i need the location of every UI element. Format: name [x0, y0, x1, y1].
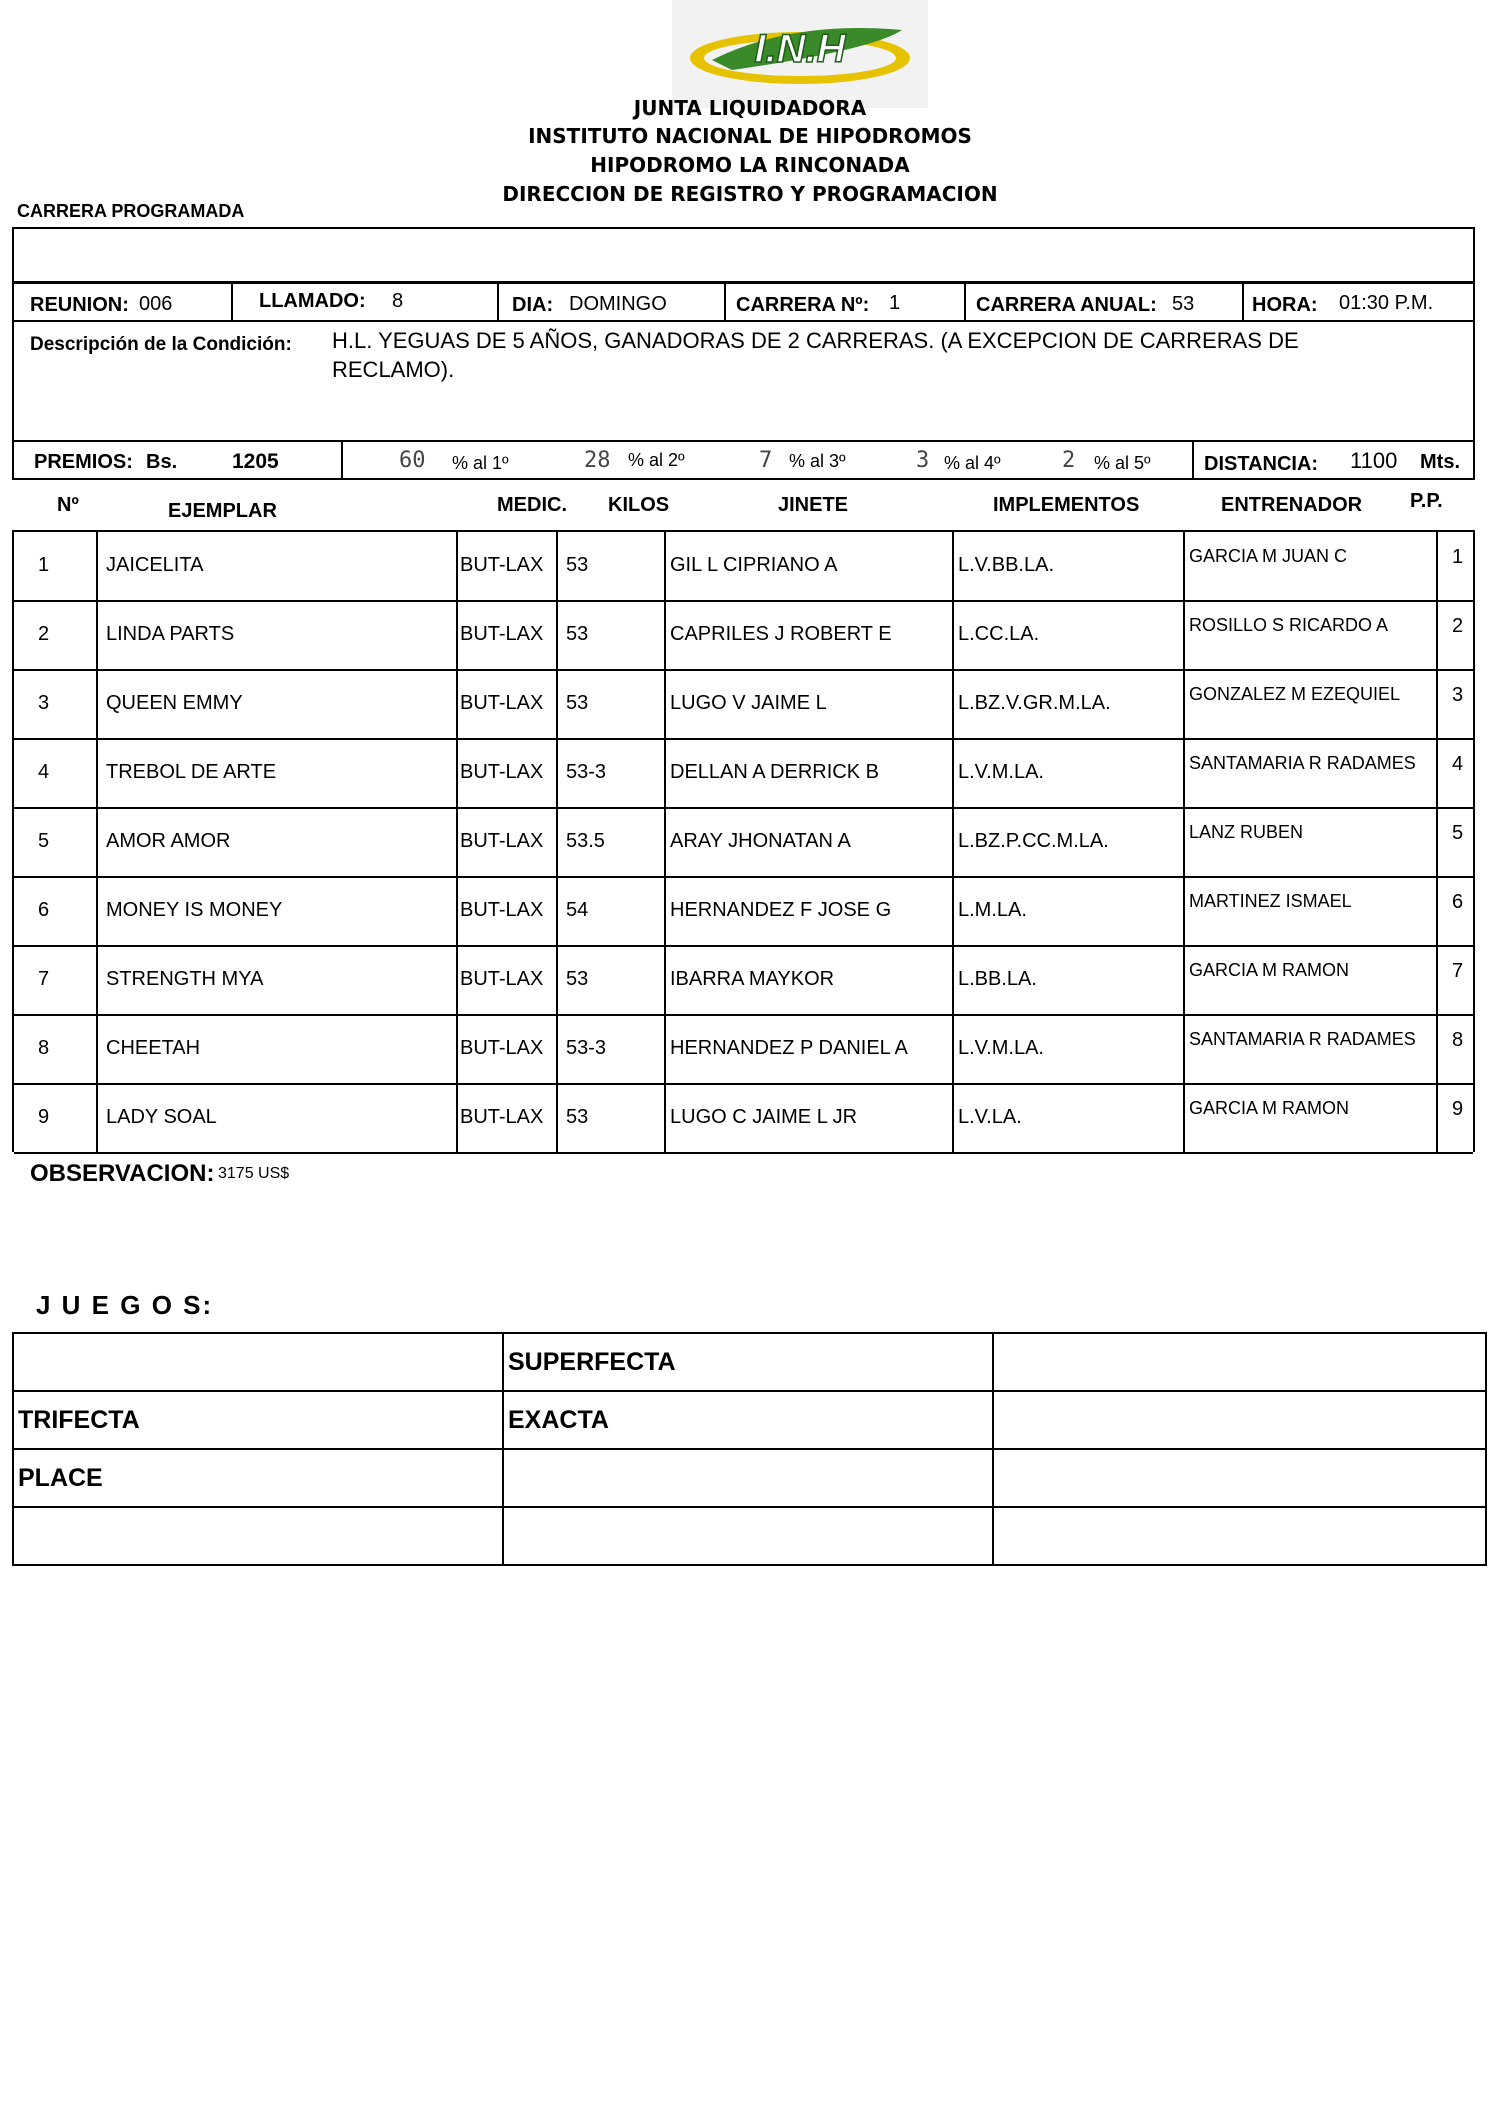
juegos-cell-empty [13, 1507, 503, 1565]
cell-implementos: L.BZ.P.CC.M.LA. [958, 830, 1109, 852]
header-line-4: DIRECCION DE REGISTRO Y PROGRAMACION [502, 182, 998, 206]
cell-entrenador: SANTAMARIA R RADAMES [1189, 753, 1416, 773]
table-row [14, 532, 1473, 602]
cell-medic: BUT-LAX [460, 1106, 544, 1128]
condicion-box [12, 320, 1475, 442]
col-pp: P.P. [1410, 490, 1443, 512]
col-entrenador: ENTRENADOR [1221, 494, 1363, 516]
place-cell: PLACE [13, 1449, 503, 1507]
cell-kilos: 53 [566, 692, 589, 714]
cell-pp: 5 [1452, 822, 1464, 844]
dia-label: DIA: [512, 294, 554, 316]
cell-no: 3 [38, 692, 50, 714]
cell-ejemplar: CHEETAH [106, 1037, 201, 1059]
exacta-cell: EXACTA [503, 1391, 993, 1449]
cell-jinete: LUGO C JAIME L JR [670, 1106, 858, 1128]
observacion-text: 3175 US$ [218, 1165, 290, 1182]
cell-ejemplar: QUEEN EMMY [106, 692, 243, 714]
table-row [14, 739, 1473, 809]
logo-text: I.N.H [754, 27, 846, 71]
pct-2-value: 28 [584, 448, 611, 473]
cell-medic: BUT-LAX [460, 968, 544, 990]
llamado-value: 8 [392, 290, 404, 312]
condicion-text: H.L. YEGUAS DE 5 AÑOS, GANADORAS DE 2 CARRERAS. (A EXCEPCION DE CARRERAS DE RECLAMO). [332, 328, 1299, 382]
pct-3-value: 7 [759, 448, 773, 473]
cell-jinete: ARAY JHONATAN A [670, 830, 851, 852]
cell-entrenador: GARCIA M JUAN C [1189, 546, 1348, 566]
col-implementos: IMPLEMENTOS [993, 494, 1140, 516]
cell-jinete: IBARRA MAYKOR [670, 968, 835, 990]
pct-5-label: % al 5º [1094, 453, 1151, 473]
cell-jinete: HERNANDEZ F JOSE G [670, 899, 892, 921]
table-row [14, 601, 1473, 671]
col-kilos: KILOS [608, 494, 670, 516]
distancia-label: DISTANCIA: [1204, 453, 1319, 475]
carrera-anual-value: 53 [1172, 293, 1195, 315]
cell-kilos: 53.5 [566, 830, 605, 852]
cell-medic: BUT-LAX [460, 692, 544, 714]
cell-jinete: CAPRILES J ROBERT E [670, 623, 892, 645]
cell-kilos: 54 [566, 899, 589, 921]
cell-implementos: L.V.BB.LA. [958, 554, 1054, 576]
cell-pp: 1 [1452, 546, 1464, 568]
cell-no: 9 [38, 1106, 50, 1128]
juegos-title: J U E G O S: [36, 1290, 214, 1320]
cell-ejemplar: MONEY IS MONEY [106, 899, 283, 921]
cell-implementos: L.M.LA. [958, 899, 1027, 921]
cell-ejemplar: LINDA PARTS [106, 623, 235, 645]
hora-value: 01:30 P.M. [1339, 292, 1434, 314]
juegos-cell-empty [993, 1449, 1486, 1507]
juegos-cell-empty [993, 1391, 1486, 1449]
cell-no: 6 [38, 899, 50, 921]
cell-jinete: GIL L CIPRIANO A [670, 554, 838, 576]
cell-implementos: L.V.LA. [958, 1106, 1022, 1128]
cell-no: 5 [38, 830, 50, 852]
cell-kilos: 53-3 [566, 761, 607, 783]
col-jinete: JINETE [778, 494, 849, 516]
cell-entrenador: ROSILLO S RICARDO A [1189, 615, 1389, 635]
cell-kilos: 53 [566, 1106, 589, 1128]
table-row [14, 670, 1473, 740]
col-medic: MEDIC. [497, 494, 567, 516]
cell-no: 7 [38, 968, 50, 990]
cell-ejemplar: STRENGTH MYA [106, 968, 264, 990]
cell-jinete: DELLAN A DERRICK B [670, 761, 879, 783]
table-row [14, 808, 1473, 878]
juegos-cell-empty [993, 1333, 1486, 1391]
cell-pp: 4 [1452, 753, 1464, 775]
table-row [14, 877, 1473, 947]
juegos-cell-empty [13, 1333, 503, 1391]
pct-4-label: % al 4º [944, 453, 1001, 473]
cell-no: 4 [38, 761, 50, 783]
cell-medic: BUT-LAX [460, 623, 544, 645]
bs-label: Bs. [146, 451, 178, 473]
inh-logo [672, 0, 928, 108]
juegos-cell-empty [993, 1507, 1486, 1565]
cell-pp: 6 [1452, 891, 1464, 913]
llamado-label: LLAMADO: [259, 290, 366, 312]
cell-entrenador: GONZALEZ M EZEQUIEL [1189, 684, 1401, 704]
table-row [14, 1084, 1473, 1154]
cell-ejemplar: AMOR AMOR [106, 830, 231, 852]
cell-medic: BUT-LAX [460, 830, 544, 852]
carrera-programada-label: CARRERA PROGRAMADA [17, 201, 245, 221]
pct-2-label: % al 2º [628, 450, 685, 470]
premios-row [12, 440, 1475, 480]
title-box [12, 227, 1475, 283]
pct-1-value: 60 [399, 448, 426, 473]
premios-label: PREMIOS: [34, 451, 133, 473]
cell-no: 8 [38, 1037, 50, 1059]
pct-1-label: % al 1º [452, 453, 509, 473]
condicion-label: Descripción de la Condición: [30, 334, 292, 355]
cell-implementos: L.V.M.LA. [958, 1037, 1044, 1059]
cell-implementos: L.CC.LA. [958, 623, 1040, 645]
cell-medic: BUT-LAX [460, 1037, 544, 1059]
cell-entrenador: GARCIA M RAMON [1189, 960, 1350, 980]
cell-no: 1 [38, 554, 50, 576]
reunion-label: REUNION: [30, 294, 129, 316]
entries-table [12, 530, 1475, 1152]
cell-pp: 3 [1452, 684, 1464, 706]
cell-ejemplar: JAICELITA [106, 554, 204, 576]
cell-entrenador: GARCIA M RAMON [1189, 1098, 1350, 1118]
cell-entrenador: LANZ RUBEN [1189, 822, 1304, 842]
table-header [0, 486, 1500, 526]
cell-implementos: L.BB.LA. [958, 968, 1037, 990]
cell-medic: BUT-LAX [460, 899, 544, 921]
cell-entrenador: SANTAMARIA R RADAMES [1189, 1029, 1416, 1049]
cell-jinete: HERNANDEZ P DANIEL A [670, 1037, 908, 1059]
observacion-label: OBSERVACION: [30, 1160, 215, 1187]
cell-jinete: LUGO V JAIME L [670, 692, 827, 714]
premio-amount: 1205 [232, 450, 279, 473]
col-no: Nº [57, 494, 79, 516]
cell-entrenador: MARTINEZ ISMAEL [1189, 891, 1352, 911]
pct-5-value: 2 [1062, 448, 1076, 473]
cell-implementos: L.V.M.LA. [958, 761, 1044, 783]
reunion-value: 006 [139, 293, 173, 315]
dia-value: DOMINGO [569, 293, 667, 315]
header-line-1: JUNTA LIQUIDADORA [633, 96, 867, 120]
table-row [14, 946, 1473, 1016]
cell-medic: BUT-LAX [460, 554, 544, 576]
info-row [12, 282, 1475, 322]
trifecta-cell: TRIFECTA [13, 1391, 503, 1449]
header-line-3: HIPODROMO LA RINCONADA [590, 153, 910, 177]
carrera-label: CARRERA Nº: [736, 294, 870, 316]
mts-label: Mts. [1420, 451, 1460, 473]
cell-kilos: 53 [566, 623, 589, 645]
carrera-value: 1 [889, 292, 901, 314]
cell-medic: BUT-LAX [460, 761, 544, 783]
juegos-table [12, 1332, 1487, 1566]
hora-label: HORA: [1252, 294, 1318, 316]
cell-kilos: 53-3 [566, 1037, 607, 1059]
juegos-cell-empty [503, 1507, 993, 1565]
cell-pp: 7 [1452, 960, 1464, 982]
pct-3-label: % al 3º [789, 451, 846, 471]
distancia-value: 1100 [1350, 448, 1398, 473]
cell-kilos: 53 [566, 968, 589, 990]
cell-pp: 2 [1452, 615, 1464, 637]
pct-4-value: 3 [916, 448, 930, 473]
cell-kilos: 53 [566, 554, 589, 576]
table-row [14, 1015, 1473, 1085]
cell-pp: 9 [1452, 1098, 1464, 1120]
col-ejemplar: EJEMPLAR [168, 500, 277, 522]
carrera-anual-label: CARRERA ANUAL: [976, 294, 1157, 316]
cell-implementos: L.BZ.V.GR.M.LA. [958, 692, 1111, 714]
header-line-2: INSTITUTO NACIONAL DE HIPODROMOS [528, 124, 972, 148]
cell-ejemplar: LADY SOAL [106, 1106, 217, 1128]
cell-no: 2 [38, 623, 50, 645]
cell-ejemplar: TREBOL DE ARTE [106, 761, 277, 783]
superfecta-cell: SUPERFECTA [503, 1333, 993, 1391]
cell-pp: 8 [1452, 1029, 1464, 1051]
juegos-cell-empty [503, 1449, 993, 1507]
